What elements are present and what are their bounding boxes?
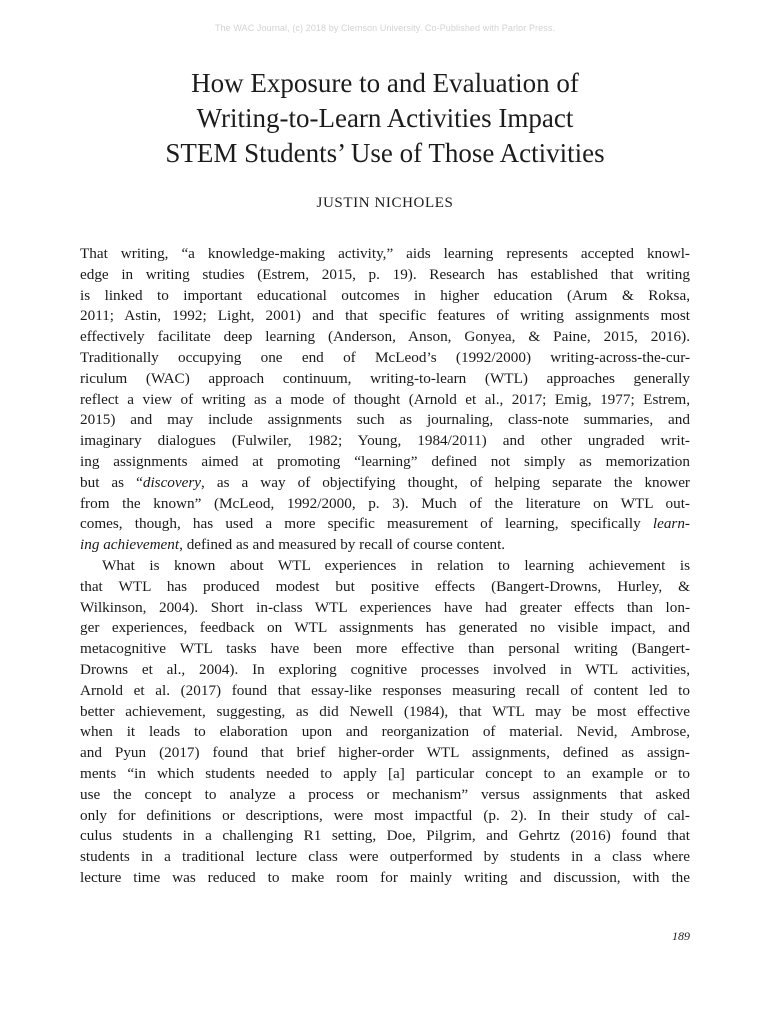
text-segment: lecture time was reduced to make room for mainly writing and discussion, with the xyxy=(80,868,690,886)
text-line xyxy=(80,327,690,348)
text-line xyxy=(80,556,690,577)
author-name: JUSTIN NICHOLES xyxy=(316,195,454,211)
text-segment: edge in writing studies (Estrem, 2015, p. 19). Research has established that writing xyxy=(80,265,690,283)
text-line xyxy=(80,369,690,390)
title-line: STEM Students’ Use of Those Activities xyxy=(165,138,605,168)
text-segment: culus students in a challenging R1 setting, Doe, Pilgrim, and Gehrtz (2016) found that xyxy=(80,827,690,845)
text-line xyxy=(80,722,690,743)
italic-text: ing achievement xyxy=(80,536,180,554)
text-line xyxy=(80,806,690,827)
text-segment: ger experiences, feedback on WTL assignments has generated no visible impact, and xyxy=(80,619,690,637)
text-segment: That writing, “a knowledge-making activity,” aids learning represents accepted knowl- xyxy=(80,245,690,262)
text-line xyxy=(80,785,690,806)
text-line xyxy=(80,494,690,515)
text-line xyxy=(80,535,690,556)
text-segment: Arnold et al. (2017) found that essay-like responses measuring recall of content led to xyxy=(80,681,690,699)
copyright-watermark: The WAC Journal, (c) 2018 by Clemson University. Co-Published with Parlor Press. xyxy=(214,23,556,33)
text-segment: use the concept to analyze a process or mechanism” versus assignments that asked xyxy=(80,785,690,803)
text-line xyxy=(80,452,690,473)
text-line xyxy=(80,265,690,286)
text-segment: better achievement, suggesting, as did Newell (1984), that WTL may be most effective xyxy=(80,702,690,720)
italic-text: discovery xyxy=(142,473,202,491)
text-line xyxy=(80,431,690,452)
text-segment: effectively facilitate deep learning (Anderson, Anson, Gonyea, & Paine, 2015, 2016). xyxy=(80,328,690,346)
text-line xyxy=(80,660,690,681)
text-segment: reflect a view of writing as a mode of thought (Arnold et al., 2017; Emig, 1977; Estrem, xyxy=(80,390,690,408)
text-segment: ments “in which students needed to apply [a] particular concept to an example or to xyxy=(80,764,690,782)
italic-text: learn- xyxy=(652,515,690,533)
text-line xyxy=(80,743,690,764)
text-line xyxy=(80,348,690,369)
text-line xyxy=(80,868,690,889)
article-title xyxy=(80,66,690,171)
text-segment: students in a traditional lecture class were outperformed by students in a class where xyxy=(80,848,690,866)
text-segment: What is known about WTL experiences in relation to learning achievement is xyxy=(102,556,690,574)
text-segment: riculum (WAC) approach continuum, writing-to-learn (WTL) approaches generally xyxy=(80,369,690,387)
text-line xyxy=(80,577,690,598)
text-line xyxy=(80,598,690,619)
text-line xyxy=(80,639,690,660)
text-segment: imaginary dialogues (Fulwiler, 1982; Young, 1984/2011) and other ungraded writ- xyxy=(80,432,690,450)
text-line xyxy=(80,473,690,494)
text-line xyxy=(80,702,690,723)
text-line xyxy=(80,390,690,411)
title-line: How Exposure to and Evaluation of xyxy=(191,68,579,98)
body-text xyxy=(80,244,690,889)
text-segment: comes, though, has used a more specific measurement of learning, specifically xyxy=(80,515,653,533)
page-number: 189 xyxy=(672,929,690,943)
text-line xyxy=(80,618,690,639)
text-segment: from the known” (McLeod, 1992/2000, p. 3). Much of the literature on WTL out- xyxy=(80,494,690,512)
text-segment: Traditionally occupying one end of McLeod’s (1992/2000) writing-across-the-cur- xyxy=(80,348,690,366)
text-segment: 2015) and may include assignments such as journaling, class-note summaries, and xyxy=(80,411,690,429)
text-segment: , defined as and measured by recall of course content. xyxy=(179,536,506,554)
text-line xyxy=(80,681,690,702)
text-line xyxy=(80,764,690,785)
text-segment: but as “ xyxy=(80,473,143,491)
text-line xyxy=(80,306,690,327)
text-segment: Wilkinson, 2004). Short in-class WTL experiences have had greater effects than lon- xyxy=(80,598,690,616)
text-segment: when it leads to elaboration upon and reorganization of material. Nevid, Ambrose, xyxy=(80,723,690,741)
text-segment: , as a way of objectifying thought, of helping separate the knower xyxy=(201,473,690,491)
title-line: Writing-to-Learn Activities Impact xyxy=(196,103,574,133)
text-segment: is linked to important educational outcomes in higher education (Arum & Roksa, xyxy=(80,286,690,304)
text-line xyxy=(80,244,690,265)
text-segment: only for definitions or descriptions, were most impactful (p. 2). In their study of cal- xyxy=(80,806,690,824)
text-line xyxy=(80,847,690,868)
text-line xyxy=(80,410,690,431)
text-segment: Drowns et al., 2004). In exploring cognitive processes involved in WTL activities, xyxy=(80,660,690,678)
text-segment: 2011; Astin, 1992; Light, 2001) and that specific features of writing assignments most xyxy=(80,307,690,325)
text-segment: and Pyun (2017) found that brief higher-order WTL assignments, defined as assign- xyxy=(80,744,690,762)
text-line xyxy=(80,826,690,847)
text-segment: metacognitive WTL tasks have been more effective than personal writing (Bangert- xyxy=(80,640,690,658)
text-line xyxy=(80,286,690,307)
text-segment: that WTL has produced modest but positive effects (Bangert-Drowns, Hurley, & xyxy=(80,577,690,595)
text-segment: ing assignments aimed at promoting “learning” defined not simply as memorization xyxy=(80,452,690,470)
text-line xyxy=(80,514,690,535)
